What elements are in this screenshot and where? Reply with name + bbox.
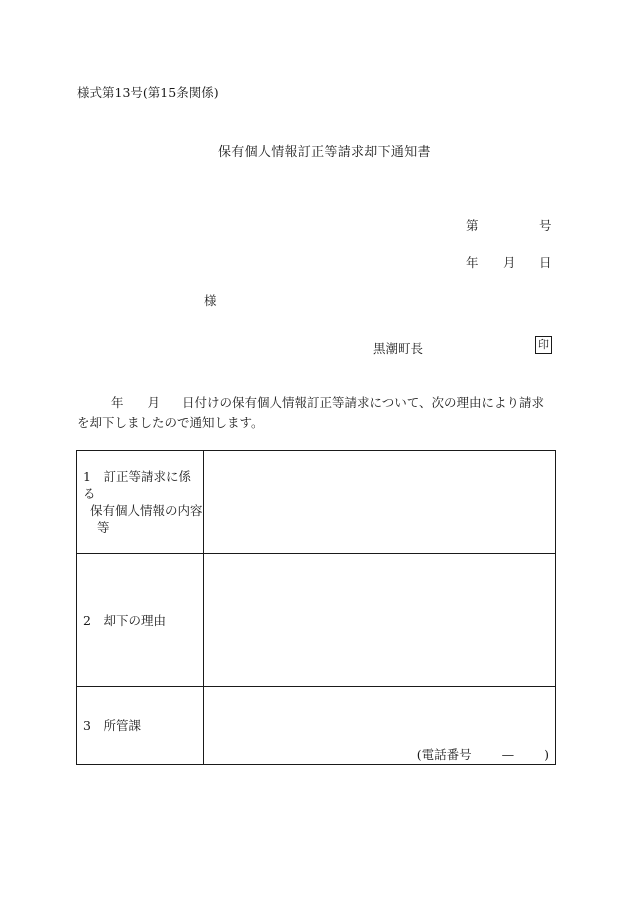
phone-number-field xyxy=(417,746,549,763)
body-year-label: 年 xyxy=(111,395,124,410)
doc-number-dai: 第 xyxy=(466,218,479,233)
table-row-content xyxy=(77,451,556,554)
value-correction-content[interactable] xyxy=(204,451,556,554)
date-month-label: 月 xyxy=(503,255,516,270)
label-correction-line3: 等 xyxy=(97,520,110,535)
body-sentence: 日付けの保有個人情報訂正等請求について、次の理由により請求を却下しましたので通知します。 xyxy=(77,395,545,430)
label-correction-content xyxy=(77,451,204,554)
label-correction-line2: 保有個人情報の内容 xyxy=(90,503,203,518)
form-number: 様式第13号(第15条関係) xyxy=(77,85,219,100)
seal-mark: 印 xyxy=(535,336,552,354)
date-day-label: 日 xyxy=(539,255,552,270)
addressee-honorific: 様 xyxy=(204,293,217,308)
table-row-reason xyxy=(77,554,556,687)
doc-number-go: 号 xyxy=(539,218,552,233)
table-row-department xyxy=(77,687,556,765)
label-department: 3 所管課 xyxy=(77,687,204,765)
sender-name: 黒潮町長 xyxy=(373,341,424,356)
body-month-label: 月 xyxy=(147,395,161,410)
body-text xyxy=(77,393,555,433)
notice-table xyxy=(76,450,556,765)
phone-dash: — xyxy=(501,747,515,762)
phone-close: ) xyxy=(544,747,549,762)
label-rejection-reason: 2 却下の理由 xyxy=(77,554,204,687)
label-correction-line1: 1 訂正等請求に係る xyxy=(83,469,191,501)
value-rejection-reason[interactable] xyxy=(204,554,556,687)
phone-open: (電話番号 xyxy=(416,747,472,762)
value-department[interactable] xyxy=(204,687,556,765)
document-title: 保有個人情報訂正等請求却下通知書 xyxy=(218,145,431,160)
date-year-label: 年 xyxy=(466,255,479,270)
